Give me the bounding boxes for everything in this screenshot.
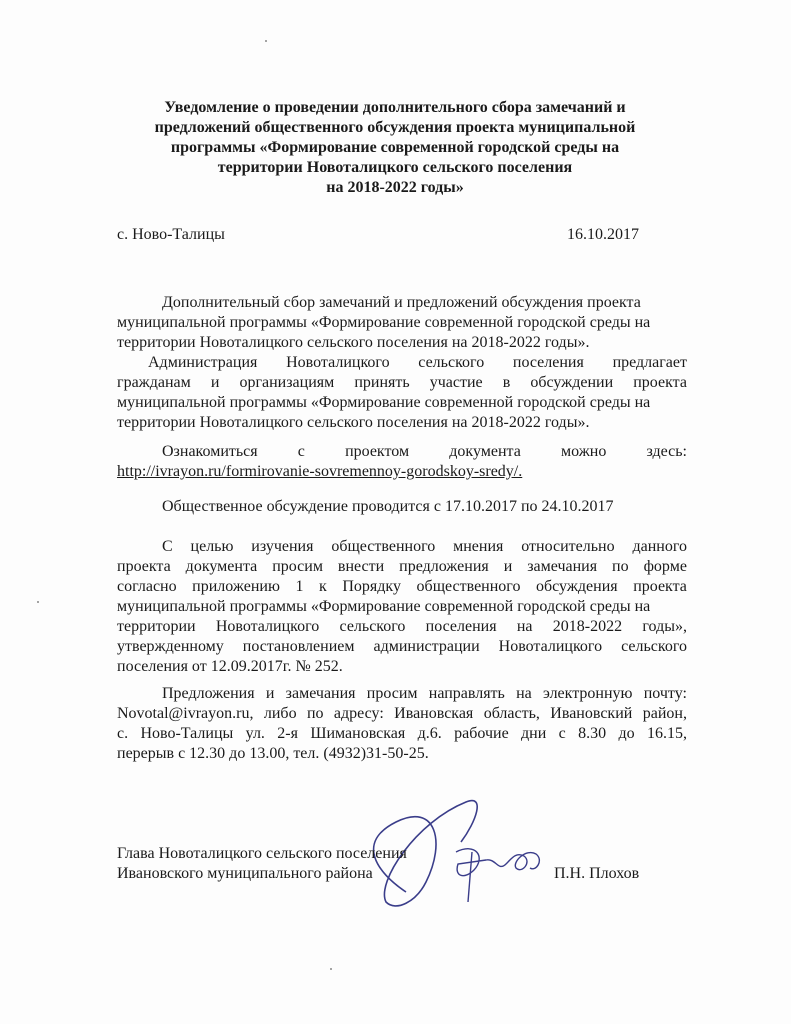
title-line: на 2018-2022 годы» [326, 179, 464, 196]
paragraph-additional-collection [117, 293, 687, 353]
word: приложению [192, 578, 280, 595]
text-line [117, 724, 687, 744]
word: 2-я [277, 725, 298, 742]
text-line: территории Новоталицкого сельского поселения на 2018-2022 годы». [117, 414, 590, 431]
word: общественного [331, 538, 436, 555]
word: Новоталицкого [286, 354, 390, 371]
document-date: 16.10.2017 [567, 226, 639, 243]
text-line: поселения от 12.09.2017г. № 252. [117, 658, 343, 675]
text-line: перерыв с 12.30 до 13.00, тел. (4932)31-50-25. [117, 745, 429, 762]
word: на [516, 685, 532, 702]
word: администрации [373, 638, 480, 655]
word: согласно [117, 578, 177, 595]
word: просим [366, 685, 418, 702]
word: по [306, 705, 324, 722]
paragraph-administration-invites [117, 353, 687, 433]
text-line [117, 557, 687, 577]
word: участие [429, 374, 483, 391]
word: поселения [512, 354, 584, 371]
scan-speck [265, 40, 267, 42]
scan-speck [37, 601, 39, 603]
text-line [117, 462, 687, 482]
text-line [117, 637, 687, 657]
word: Ивановская [394, 705, 474, 722]
word: Новоталицкого [498, 638, 603, 655]
word: проекта [633, 374, 687, 391]
word: Администрация [148, 354, 258, 371]
word: 8.30 [578, 725, 607, 742]
title-line: программы «Формирование современной городской среды на [170, 139, 620, 156]
word: территории [117, 618, 196, 635]
word: документа [185, 558, 258, 575]
word: постановлением [242, 638, 355, 655]
text-line: муниципальной программы «Формирование современной городской среды на [117, 314, 651, 331]
word: и [210, 374, 220, 391]
word: и [503, 558, 513, 575]
word: организациям [239, 374, 335, 391]
word: замечания [285, 685, 356, 702]
word: Предложения [162, 685, 255, 702]
word: адресу: [333, 705, 384, 722]
word: с. [117, 725, 129, 742]
word: общественного [416, 578, 521, 595]
word: область, [483, 705, 540, 722]
word: здесь: [646, 443, 687, 460]
word: принять [354, 374, 410, 391]
word: проекта [633, 578, 687, 595]
word: дни [521, 725, 547, 742]
word: рабочие [454, 725, 509, 742]
word: на [516, 618, 533, 635]
scan-speck [330, 968, 332, 970]
paragraph-project-link [117, 442, 687, 482]
word: проектом [345, 443, 410, 460]
text-line [117, 373, 687, 393]
word: почту: [643, 685, 687, 702]
word: Ознакомиться [162, 443, 258, 460]
text-line [117, 353, 687, 373]
word: изучения [251, 538, 314, 555]
word: данного [632, 538, 687, 555]
text-line: муниципальной программы «Формирование современной городской среды на [117, 394, 651, 411]
word: Ново-Талицы [140, 725, 234, 742]
word: сельского [418, 354, 485, 371]
signatory-position-line1: Глава Новоталицкого сельского поселения [117, 845, 407, 862]
word: С [162, 538, 173, 555]
text-line [117, 617, 687, 637]
word: в [502, 374, 511, 391]
title-line: территории Новоталицкого сельского поселения [217, 159, 573, 176]
word: внести [337, 558, 385, 575]
word: обсуждении [530, 374, 614, 391]
word: годы», [642, 618, 687, 635]
text-line [117, 684, 687, 704]
word: просим [272, 558, 323, 575]
word: можно [560, 443, 607, 460]
signatory-position-line2: Ивановского муниципального района [117, 865, 373, 882]
title-line: предложений общественного обсуждения проекта муниципальной [154, 119, 636, 136]
word: относительно [521, 538, 615, 555]
text-line: территории Новоталицкого сельского поселения на 2018-2022 годы». [117, 334, 590, 351]
word: мнения [453, 538, 504, 555]
word: район, [642, 705, 687, 722]
text-line: Общественное обсуждение проводится с 17.10.2017 по 24.10.2017 [162, 498, 614, 515]
place-name: с. Ново-Талицы [117, 226, 225, 243]
word: сельского [339, 618, 406, 635]
word: либо [263, 705, 297, 722]
word: замечания [527, 558, 598, 575]
word: проекта [117, 558, 171, 575]
text-line: Дополнительный сбор замечаний и предложений обсуждения проекта [162, 294, 641, 311]
word: электронную [542, 685, 633, 702]
email-text: Novotal@ivrayon.ru, [117, 705, 254, 722]
word: до [618, 725, 635, 742]
word: 1 [295, 578, 304, 595]
word: Порядку [342, 578, 401, 595]
word: обсуждения [536, 578, 618, 595]
word: предлагает [612, 354, 687, 371]
notice-title [130, 98, 660, 198]
word: форме [643, 558, 687, 575]
word: сельского [621, 638, 687, 655]
word: поселения [425, 618, 497, 635]
word: д.6. [417, 725, 442, 742]
signatory-name: П.Н. Плохов [554, 865, 640, 882]
word: и [265, 685, 275, 702]
word: с [297, 443, 305, 460]
text-line [117, 442, 687, 462]
word: по [612, 558, 629, 575]
word: целью [190, 538, 234, 555]
word: с [558, 725, 566, 742]
word: 16.15, [646, 725, 687, 742]
project-document-link[interactable]: http://ivrayon.ru/formirovanie-sovremennoy-gorodskoy-sredy/. [117, 463, 523, 480]
text-line [117, 537, 687, 557]
word: 2018-2022 [552, 618, 623, 635]
word: направлять [428, 685, 505, 702]
word: Ивановский [550, 705, 633, 722]
paragraph-discussion-period [117, 497, 687, 517]
paragraph-contacts [117, 684, 687, 764]
word: ул. [245, 725, 265, 742]
word: гражданам [117, 374, 191, 391]
paragraph-public-opinion [117, 537, 687, 677]
title-line: Уведомление о проведении дополнительного сбора замечаний и [164, 99, 626, 116]
word: Шимановская [310, 725, 406, 742]
word: утвержденному [117, 638, 224, 655]
word: Новоталицкого [215, 618, 320, 635]
word: документа [449, 443, 521, 460]
text-line [117, 704, 687, 724]
word: предложения [399, 558, 489, 575]
text-line: муниципальной программы «Формирование современной городской среды на [117, 598, 651, 615]
word: к [319, 578, 327, 595]
text-line [117, 577, 687, 597]
